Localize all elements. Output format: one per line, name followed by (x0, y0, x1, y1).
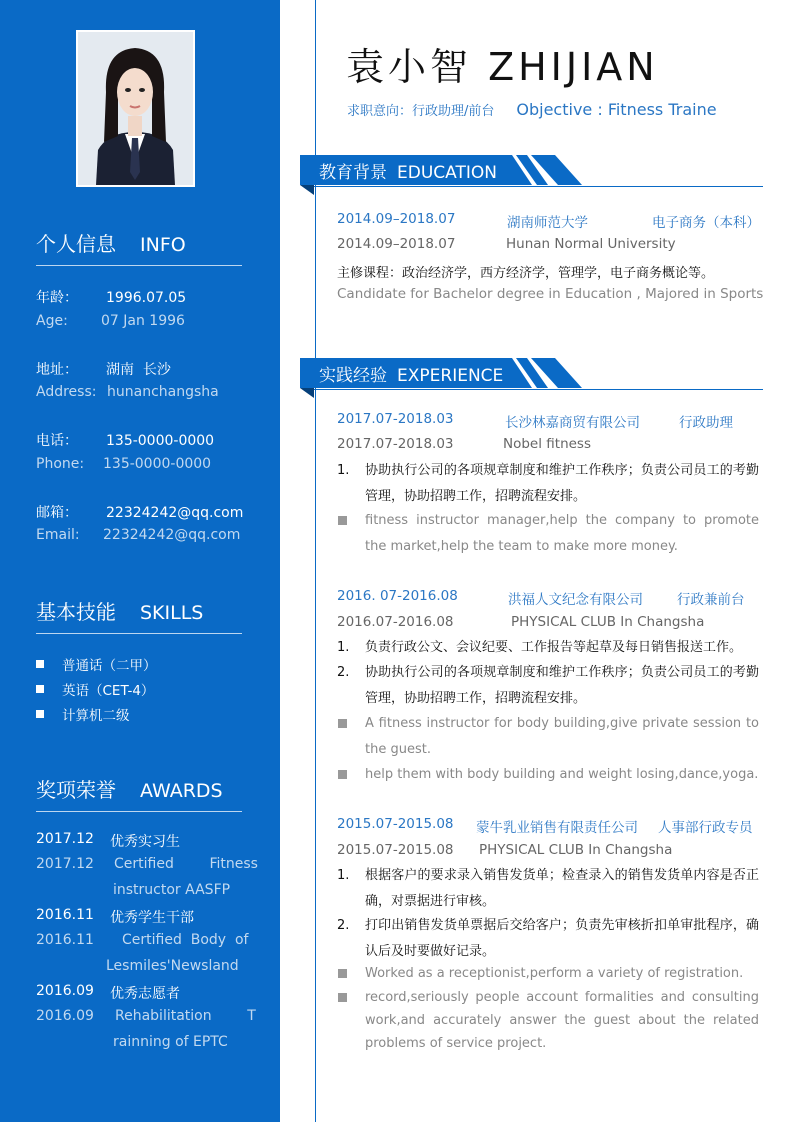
square-bullet-icon (338, 969, 347, 978)
job-company-cn: 长沙林嘉商贸有限公司 (505, 415, 640, 431)
info-section-title: 个人信息 INFO (36, 228, 242, 266)
award-title-cn: 优秀学生干部 (110, 910, 194, 926)
education-title-cn: 教育背景 (319, 163, 387, 183)
edu-school-cn: 湖南师范大学 (507, 215, 588, 231)
square-bullet-icon (36, 660, 44, 668)
job-date-en: 2017.07-2018.03 (337, 436, 454, 452)
square-bullet-icon (36, 685, 44, 693)
job-duty-item: 1. 负责行政公文、会议纪要、工作报告等起草及每日销售报送工作。 (337, 640, 743, 655)
skill-item: 普通话（二甲） (36, 654, 157, 674)
job-date-cn: 2016. 07-2016.08 (337, 588, 458, 604)
award-date-cn: 2016.11 (36, 907, 94, 923)
job-duty-item: 2. 协助执行公司的各项规章制度和维护工作秩序；负责公司员工的考勤管理，协助招聘工作，招聘流程安排。 (337, 665, 759, 706)
candidate-name: 袁小智 ZHIJIAN (346, 45, 659, 89)
objective: 求职意向：行政助理/前台 Objective : Fitness Traine (347, 100, 717, 119)
award-title-cn: 优秀实习生 (110, 834, 180, 850)
award-title-en-cont: rainning of EPTC (113, 1034, 228, 1050)
phone-en: Phone: 135-0000-0000 (36, 456, 212, 472)
job-role-cn: 行政兼前台 (677, 592, 745, 608)
award-title-en: Certified Body of (122, 932, 249, 948)
job-duty-item: 2. 打印出销售发货单票据后交给客户；负责先审核折扣单审批程序，确认后及时要做好记录。 (337, 918, 759, 959)
award-date-en: 2016.09 (36, 1008, 94, 1024)
job-duty-item: 1. 协助执行公司的各项规章制度和维护工作秩序；负责公司员工的考勤管理，协助招聘工作，招聘流程安排。 (337, 463, 759, 504)
email-cn: 邮箱： 22324242@qq.com (36, 505, 244, 521)
award-title-en: Rehabilitation T (115, 1008, 256, 1024)
job-company-en: PHYSICAL CLUB In Changsha (479, 842, 673, 858)
job-date-en: 2016.07-2016.08 (337, 614, 454, 630)
job-duty-item: A fitness instructor for body building,give private session to the guest. (337, 711, 759, 762)
skills-section-title: 基本技能 SKILLS (36, 596, 242, 634)
job-duty-item: 1. 根据客户的要求录入销售发货单；检查录入的销售发货单内容是否正确，对票据进行审核。 (337, 868, 759, 909)
sidebar (0, 0, 280, 1122)
award-date-cn: 2017.12 (36, 831, 94, 847)
job-duty-item: record,seriously people account formalities and consulting work,and accurately answer the guest about the related problems of service project. (337, 986, 759, 1055)
job-role-cn: 人事部行政专员 (658, 820, 753, 836)
award-title-cn: 优秀志愿者 (110, 986, 180, 1002)
square-bullet-icon (338, 993, 347, 1002)
email-en: Email: 22324242@qq.com (36, 527, 241, 543)
edu-date-cn: 2014.09–2018.07 (337, 211, 456, 227)
square-bullet-icon (338, 516, 347, 525)
job-date-cn: 2015.07-2015.08 (337, 816, 454, 832)
experience-banner (300, 358, 763, 390)
award-date-cn: 2016.09 (36, 983, 94, 999)
square-bullet-icon (338, 719, 347, 728)
age-en: Age: 07 Jan 1996 (36, 313, 185, 329)
skill-item: 英语（CET-4） (36, 679, 154, 699)
experience-title-en: EXPERIENCE (397, 366, 504, 386)
square-bullet-icon (36, 710, 44, 718)
award-title-en-cont: Lesmiles'Newsland (106, 958, 239, 974)
award-title-en: Certified Fitness (114, 856, 258, 872)
edu-school-en: Hunan Normal University (506, 236, 676, 252)
profile-photo (76, 30, 195, 187)
age-cn: 年龄： 1996.07.05 (36, 290, 187, 306)
job-company-en: Nobel fitness (503, 436, 592, 452)
address-en: Address: hunanchangsha (36, 384, 219, 400)
job-duty-item: help them with body building and weight losing,dance,yoga. (337, 762, 759, 788)
education-title-en: EDUCATION (397, 163, 497, 183)
awards-section-title: 奖项荣誉 AWARDS (36, 774, 242, 812)
phone-cn: 电话： 135-0000-0000 (36, 433, 215, 449)
experience-title-cn: 实践经验 (319, 366, 387, 386)
job-company-cn: 蒙牛乳业销售有限责任公司 (476, 820, 638, 836)
edu-courses-en: Candidate for Bachelor degree in Education , Majored in Sports (337, 286, 764, 302)
award-date-en: 2016.11 (36, 932, 94, 948)
job-company-en: PHYSICAL CLUB In Changsha (511, 614, 705, 630)
job-company-cn: 洪福人文纪念有限公司 (508, 592, 643, 608)
job-duty-item: fitness instructor manager,help the company to promote the market,help the team to make more money. (337, 508, 759, 559)
job-date-cn: 2017.07-2018.03 (337, 411, 454, 427)
education-banner (300, 155, 763, 187)
award-title-en-cont: instructor AASFP (113, 882, 231, 898)
edu-date-en: 2014.09–2018.07 (337, 236, 456, 252)
edu-major-cn: 电子商务（本科） (652, 215, 760, 231)
award-date-en: 2017.12 (36, 856, 94, 872)
square-bullet-icon (338, 770, 347, 779)
skill-item: 计算机二级 (36, 704, 130, 724)
job-duty-item: Worked as a receptionist,perform a variety of registration. (337, 962, 759, 985)
job-date-en: 2015.07-2015.08 (337, 842, 454, 858)
address-cn: 地址： 湖南 长沙 (36, 362, 171, 378)
edu-courses-cn: 主修课程：政治经济学，西方经济学，管理学，电子商务概论等。 (337, 266, 715, 281)
job-role-cn: 行政助理 (679, 415, 733, 431)
